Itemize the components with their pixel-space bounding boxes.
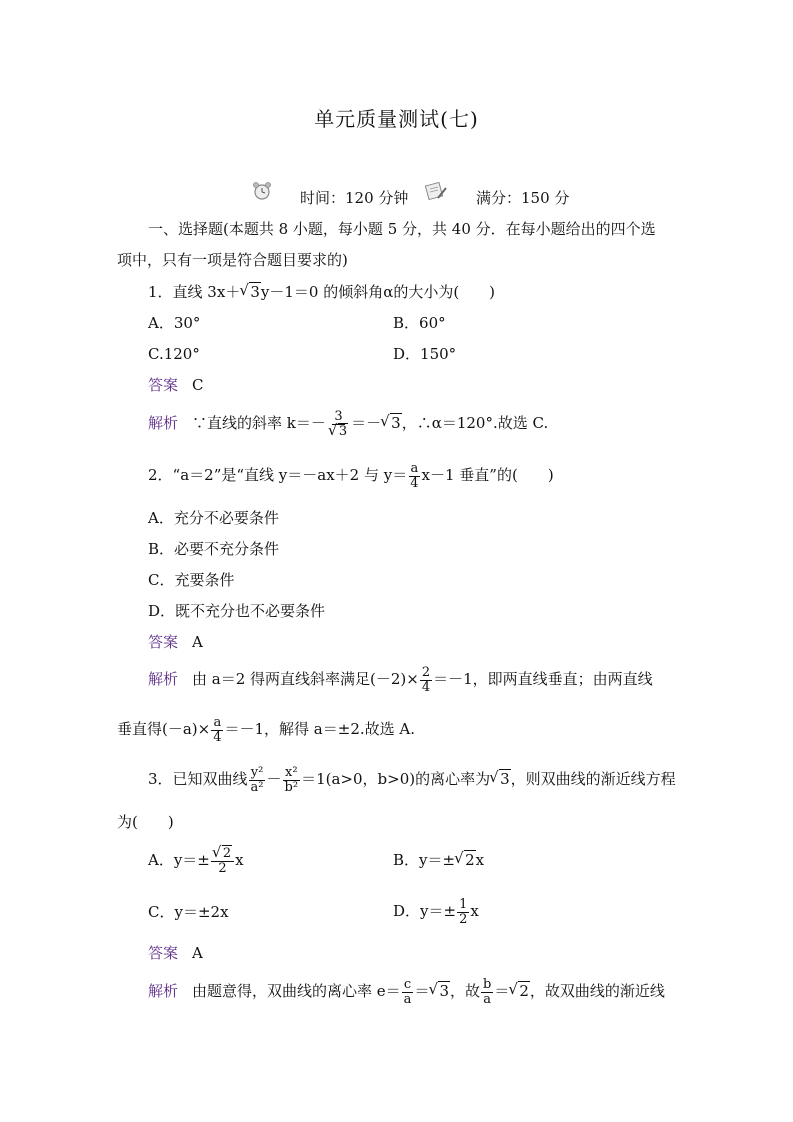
q3-answer: 答案 A — [148, 944, 203, 962]
q3-stem-line2: 为( ) — [117, 813, 174, 831]
q2-option-a: A．充分不必要条件 — [148, 509, 279, 527]
page-title: 单元质量测试(七) — [314, 107, 479, 131]
q2-analysis: 解析 由 a＝2 得两直线斜率满足(－2)× $\frac{2}{4}$ ＝－1，即两直线垂直；由两直线 — [148, 664, 653, 695]
q1-option-b: B．60° — [393, 314, 446, 332]
q3-option-d: D．y＝± $\frac{1}{2}$ x — [393, 896, 479, 927]
q1-option-d: D．150° — [393, 345, 457, 363]
q1-analysis: 解析 ∵直线的斜率 k＝－ 3 √ 3 ＝－√ 3，∴α＝120°.故选 C. — [148, 406, 548, 440]
q1-stem: 1．直线 3x＋√ 3y－1＝0 的倾斜角α的大小为( ) — [148, 282, 495, 302]
paper-pencil-icon — [424, 180, 448, 202]
exam-score: 满分：150 分 — [476, 189, 570, 207]
alarm-clock-icon — [251, 180, 273, 202]
q2-answer: 答案 A — [148, 633, 203, 651]
q1-option-a: A．30° — [148, 314, 201, 332]
q2-option-c: C．充要条件 — [148, 571, 235, 589]
q3-option-c: C．y＝±2x — [148, 903, 229, 921]
q2-analysis-line2: 垂直得(－a)× $\frac{a}{4}$ ＝－1，解得 a＝±2.故选 A. — [117, 714, 416, 745]
q2-option-d: D．既不充分也不必要条件 — [148, 602, 326, 620]
q3-analysis: 解析 由题意得，双曲线的离心率 e＝ $\frac{c}{a}$ ＝√ 3，故 $\frac{b}{a}$ ＝√ 2，故双曲线的渐近线 — [148, 974, 665, 1008]
section-heading-line1: 一、选择题(本题共 8 小题，每小题 5 分，共 40 分．在每小题给出的四个选 — [148, 220, 656, 238]
q1-option-c: C.120° — [148, 345, 200, 363]
exam-time: 时间：120 分钟 — [300, 189, 409, 207]
q2-option-b: B．必要不充分条件 — [148, 540, 280, 558]
q3-stem: 3．已知双曲线 $\frac{\text{y²}}{\text{a²}}$ － $\frac{\text{x²}}{\text{b²}}$ ＝1(a>0，b>0)的离心率为√ 3，则双曲线的渐近线方程 — [148, 762, 676, 796]
section-heading-line2: 项中，只有一项是符合题目要求的) — [117, 251, 348, 269]
q3-option-a: A．y＝± √ $\frac{2}{2}$ x — [148, 843, 244, 877]
q1-answer: 答案 C — [148, 376, 204, 394]
q3-option-b: B．y＝±√ 2x — [393, 850, 484, 870]
q2-stem: 2．“a＝2”是“直线 y＝－ax＋2 与 y＝ $\frac{a}{4}$ x－1 垂直”的( ) — [148, 460, 554, 491]
